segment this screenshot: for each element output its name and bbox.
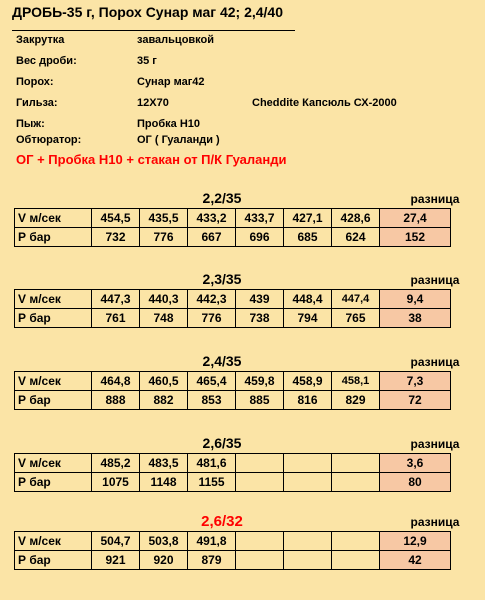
row-header: V м/сек: [15, 209, 92, 228]
info-value: ОГ ( Гуаланди ): [137, 134, 220, 146]
info-row-closure: [0, 34, 485, 54]
table-cell: [236, 532, 284, 551]
table-cell: 433,2: [188, 209, 236, 228]
table-row: [15, 309, 451, 328]
diff-label: разница: [410, 192, 460, 206]
table-cell: 816: [284, 391, 332, 410]
table-cell: [332, 473, 380, 492]
info-key: Гильза:: [16, 97, 58, 109]
table-cell: 465,4: [188, 372, 236, 391]
table-cell: 428,6: [332, 209, 380, 228]
table-cell: [284, 454, 332, 473]
block-label: 2,2/35: [202, 190, 242, 206]
info-row-hull: [0, 97, 485, 117]
diff-cell: 80: [380, 473, 451, 492]
row-header: Р бар: [15, 473, 92, 492]
info-key: Порох:: [16, 76, 54, 88]
table-row: [15, 473, 451, 492]
table-row: [15, 372, 451, 391]
info-key: Вес дроби:: [16, 55, 77, 67]
diff-cell: 42: [380, 551, 451, 570]
table-cell: [332, 454, 380, 473]
table-cell: 447,4: [332, 290, 380, 309]
table-cell: 761: [92, 309, 140, 328]
table-row: [15, 551, 451, 570]
measurement-table: [14, 289, 451, 328]
diff-label: разница: [410, 437, 460, 451]
table-cell: [284, 473, 332, 492]
table-cell: 888: [92, 391, 140, 410]
info-value: 12Х70: [137, 97, 169, 109]
row-header: V м/сек: [15, 372, 92, 391]
diff-cell: 9,4: [380, 290, 451, 309]
table-cell: 853: [188, 391, 236, 410]
table-cell: 458,9: [284, 372, 332, 391]
table-cell: 459,8: [236, 372, 284, 391]
diff-cell: 27,4: [380, 209, 451, 228]
block-label: 2,6/32: [201, 513, 243, 530]
info-row-obturator: [0, 134, 485, 154]
table-cell: 440,3: [140, 290, 188, 309]
row-header: V м/сек: [15, 454, 92, 473]
table-cell: 433,7: [236, 209, 284, 228]
table-cell: 458,1: [332, 372, 380, 391]
table-cell: 481,6: [188, 454, 236, 473]
table-cell: [284, 551, 332, 570]
measurement-table: [14, 371, 451, 410]
table-row: [15, 228, 451, 247]
info-value-extra: Cheddite Капсюль СХ-2000: [252, 97, 397, 109]
table-cell: [236, 454, 284, 473]
block-label: 2,6/35: [202, 435, 242, 451]
page-title: ДРОБЬ-35 г, Порох Сунар маг 42; 2,4/40: [12, 4, 283, 20]
block-label: 2,3/35: [202, 271, 242, 287]
measurement-table: [14, 208, 451, 247]
table-cell: 503,8: [140, 532, 188, 551]
diff-cell: 72: [380, 391, 451, 410]
measurement-table: [14, 453, 451, 492]
table-cell: 447,3: [92, 290, 140, 309]
table-cell: [236, 473, 284, 492]
table-cell: 748: [140, 309, 188, 328]
measurement-table: [14, 531, 451, 570]
table-cell: 448,4: [284, 290, 332, 309]
info-value: завальцовкой: [137, 34, 215, 46]
table-cell: 667: [188, 228, 236, 247]
table-cell: 738: [236, 309, 284, 328]
row-header: Р бар: [15, 391, 92, 410]
diff-label: разница: [410, 515, 460, 529]
table-cell: [332, 551, 380, 570]
info-value: Сунар маг42: [137, 76, 205, 88]
table-cell: 732: [92, 228, 140, 247]
table-row: [15, 290, 451, 309]
info-value: 35 г: [137, 55, 157, 67]
table-cell: 885: [236, 391, 284, 410]
table-cell: [332, 532, 380, 551]
table-cell: 1155: [188, 473, 236, 492]
table-cell: 921: [92, 551, 140, 570]
row-header: Р бар: [15, 309, 92, 328]
table-cell: 776: [140, 228, 188, 247]
table-cell: 439: [236, 290, 284, 309]
info-row-powder: [0, 76, 485, 96]
table-cell: 442,3: [188, 290, 236, 309]
table-cell: 454,5: [92, 209, 140, 228]
table-cell: 485,2: [92, 454, 140, 473]
title-divider: [12, 30, 295, 31]
table-cell: 624: [332, 228, 380, 247]
diff-label: разница: [410, 355, 460, 369]
table-row: [15, 532, 451, 551]
diff-cell: 7,3: [380, 372, 451, 391]
table-cell: 483,5: [140, 454, 188, 473]
row-header: Р бар: [15, 228, 92, 247]
diff-cell: 152: [380, 228, 451, 247]
diff-label: разница: [410, 273, 460, 287]
table-cell: 1148: [140, 473, 188, 492]
block-label: 2,4/35: [202, 353, 242, 369]
table-cell: 460,5: [140, 372, 188, 391]
row-header: V м/сек: [15, 532, 92, 551]
table-cell: 504,7: [92, 532, 140, 551]
table-cell: 765: [332, 309, 380, 328]
table-cell: [236, 551, 284, 570]
table-cell: 882: [140, 391, 188, 410]
table-cell: 879: [188, 551, 236, 570]
info-value: Пробка Н10: [137, 118, 200, 130]
diff-cell: 3,6: [380, 454, 451, 473]
table-cell: 776: [188, 309, 236, 328]
table-row: [15, 454, 451, 473]
combo-note: ОГ + Пробка Н10 + стакан от П/К Гуаланди: [16, 152, 287, 167]
info-key: Пыж:: [16, 118, 45, 130]
row-header: Р бар: [15, 551, 92, 570]
info-row-shot-weight: [0, 55, 485, 75]
table-cell: 1075: [92, 473, 140, 492]
diff-cell: 38: [380, 309, 451, 328]
table-cell: 464,8: [92, 372, 140, 391]
table-cell: 491,8: [188, 532, 236, 551]
table-cell: 920: [140, 551, 188, 570]
info-key: Обтюратор:: [16, 134, 82, 146]
table-cell: 696: [236, 228, 284, 247]
row-header: V м/сек: [15, 290, 92, 309]
table-cell: 435,5: [140, 209, 188, 228]
table-row: [15, 391, 451, 410]
diff-cell: 12,9: [380, 532, 451, 551]
info-key: Закрутка: [16, 34, 65, 46]
table-cell: 685: [284, 228, 332, 247]
table-cell: 427,1: [284, 209, 332, 228]
table-cell: [284, 532, 332, 551]
table-cell: 794: [284, 309, 332, 328]
table-row: [15, 209, 451, 228]
table-cell: 829: [332, 391, 380, 410]
